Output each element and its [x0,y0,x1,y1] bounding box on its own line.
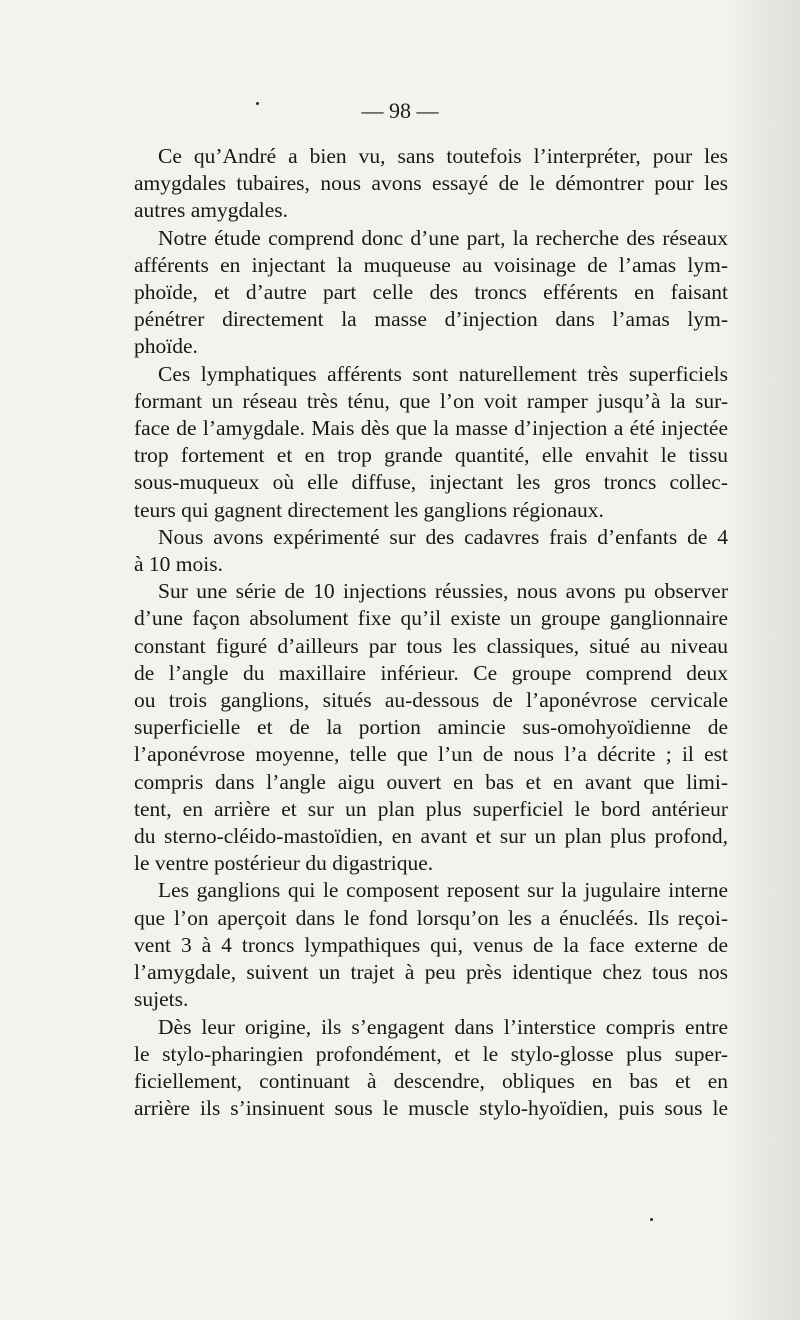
paragraph-3 [134,361,728,524]
text-line: compris dans l’angle aigu ouvert en bas et en avant que limi- [134,769,728,794]
text-line: tent, en arrière et sur un plan plus superficiel le bord antérieur [134,796,728,821]
text-line: pénétrer directement la masse d’injection dans l’amas lym- [134,307,728,332]
paragraph-7 [134,1014,728,1123]
text-line: le stylo-pharingien profondément, et le stylo-glosse plus super- [134,1041,728,1066]
text-line: teurs qui gagnent directement les ganglions régionaux. [134,497,604,522]
paragraph-5 [134,578,728,877]
text-line: Notre étude comprend donc d’une part, la recherche des réseaux [158,225,728,250]
paragraph-2 [134,225,728,361]
text-line: Ce qu’André a bien vu, sans toutefois l’interpréter, pour les [158,144,728,168]
text-line: sujets. [134,987,189,1012]
text-line: du sterno-cléido-mastoïdien, en avant et sur un plan plus profond, [134,824,728,849]
text-line: à 10 mois. [134,552,223,577]
text-line: constant figuré d’ailleurs par tous les classiques, situé au niveau [134,633,728,658]
text-line: phoïde. [134,334,198,359]
scan-speck [650,1218,653,1221]
body-text [134,143,728,1122]
text-line: amygdales tubaires, nous avons essayé de le démontrer pour les [134,171,728,196]
paragraph-4 [134,524,728,578]
text-line: de l’angle du maxillaire inférieur. Ce groupe comprend deux [134,660,728,685]
text-line: sous-muqueux où elle diffuse, injectant les gros troncs collec- [134,470,728,495]
text-line: Les ganglions qui le composent reposent sur la jugulaire interne [158,878,728,903]
text-line: l’amygdale, suivent un trajet à peu près identique chez tous nos [134,960,728,985]
text-line: autres amygdales. [134,198,289,223]
text-line: Sur une série de 10 injections réussies, nous avons pu observer [158,579,728,604]
text-line: Ces lymphatiques afférents sont naturellement très superficiels [158,361,728,386]
text-line: ficiellement, continuant à descendre, obliques en bas et en [134,1068,728,1093]
text-line: arrière ils s’insinuent sous le muscle stylo-hyoïdien, puis sous le [134,1096,728,1121]
page-edge-shadow [730,0,800,1320]
text-line: phoïde, et d’autre part celle des troncs efférents en faisant [134,280,728,305]
text-line: le ventre postérieur du digastrique. [134,851,434,876]
page-number: — 98 — [361,98,439,123]
text-line: d’une façon absolument fixe qu’il existe un groupe ganglionnaire [134,606,728,631]
text-line: trop fortement et en trop grande quantité, elle envahit le tissu [134,443,728,468]
text-line: Nous avons expérimenté sur des cadavres frais d’enfants de 4 [158,524,728,549]
text-line: afférents en injectant la muqueuse au voisinage de l’amas lym- [134,252,728,277]
paragraph-1 [134,143,728,225]
text-line: vent 3 à 4 troncs lympathiques qui, venus de la face externe de [134,932,728,957]
text-line: formant un réseau très ténu, que l’on voit ramper jusqu’à la sur- [134,388,728,413]
text-line: ou trois ganglions, situés au-dessous de l’aponévrose cervicale [134,688,728,713]
paragraph-6 [134,877,728,1013]
text-line: Dès leur origine, ils s’engagent dans l’interstice compris entre [158,1014,728,1039]
text-line: que l’on aperçoit dans le fond lorsqu’on les a énucléés. Ils reçoi- [134,905,728,930]
text-line: superficielle et de la portion amincie sus-omohyoïdienne de [134,715,728,740]
text-line: l’aponévrose moyenne, telle que l’un de nous l’a décrite ; il est [134,742,728,767]
text-line: face de l’amygdale. Mais dès que la masse d’injection a été injectée [134,416,728,441]
